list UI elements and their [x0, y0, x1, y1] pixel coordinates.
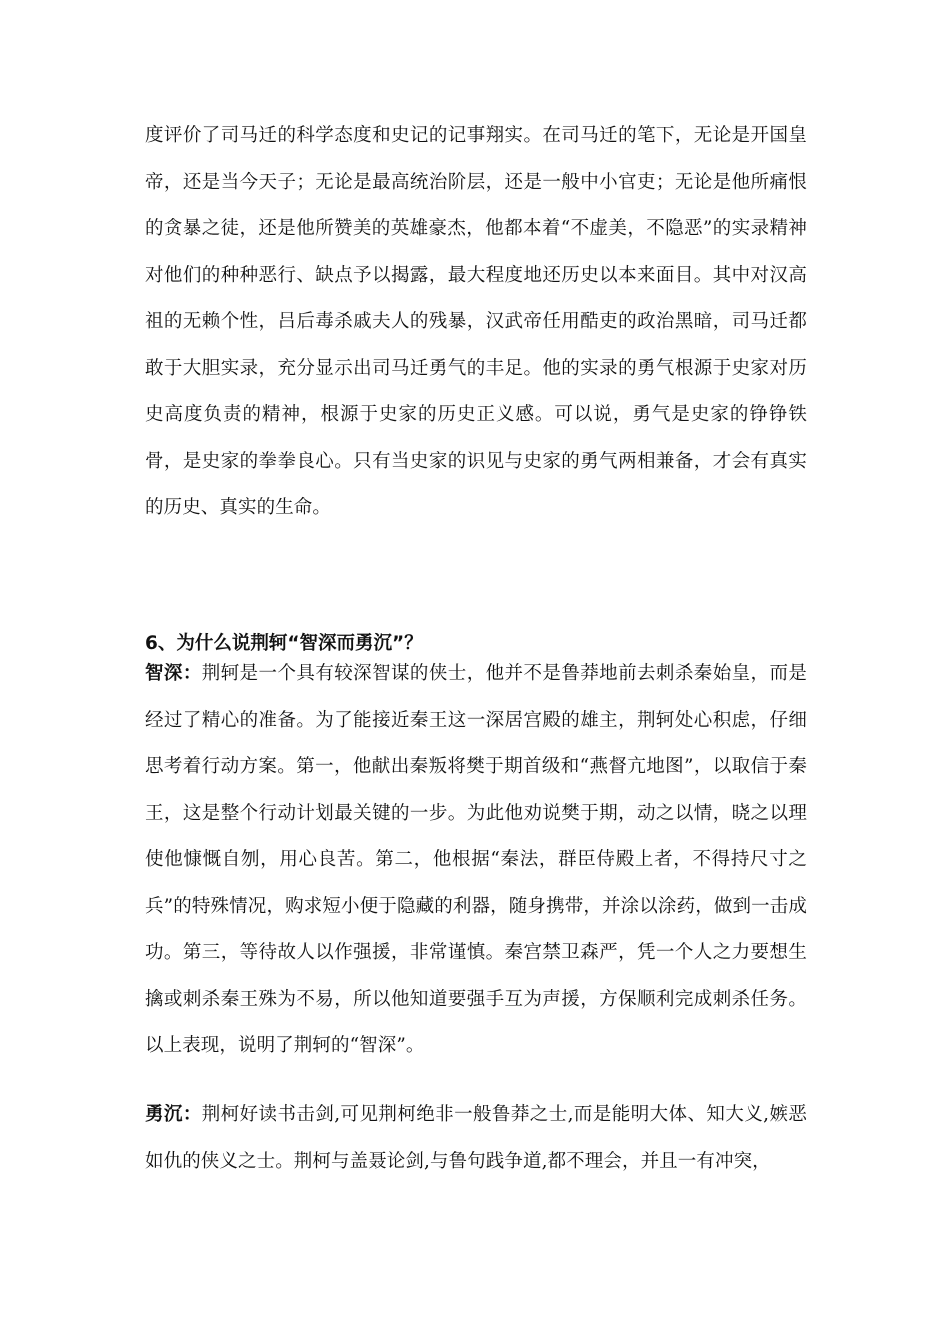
zhishen-label: 智深：: [145, 663, 202, 684]
yongchen-text: 荆柯好读书击剑,可见荆柯绝非一般鲁莽之士,而是能明大体、知大义,嫉恶如仇的侠义之士。荆柯与盖聂论剑,与鲁句践争道,都不理会，并且一有冲突，: [145, 1104, 807, 1172]
question-heading: 6、为什么说荆轲“智深而勇沉”？: [145, 633, 423, 654]
paragraph-zhishen: [145, 651, 807, 1070]
yongchen-label: 勇沉：: [145, 1104, 202, 1125]
zhishen-text: 荆轲是一个具有较深智谋的侠士，他并不是鲁莽地前去刺杀秦始皇，而是经过了精心的准备。为了能接近秦王这一深居宫殿的雄主，荆轲处心积虑，仔细思考着行动方案。第一，他献出秦叛将樊于期首级和“燕督亢地图”，以取信于秦王，这是整个行动计划最关键的一步。为此他劝说樊于期，动之以情，晓之以理使他慷慨自刎，用心良苦。第二，他根据“秦法，群臣侍殿上者，不得持尺寸之兵”的特殊情况，购求短小便于隐藏的利器，随身携带，并涂以涂药，做到一击成功。第三，等待故人以作强援，非常谨慎。秦宫禁卫森严，凭一个人之力要想生擒或刺杀秦王殊为不易，所以他知道要强手互为声援，方保顺利完成刺杀任务。以上表现，说明了荆轲的“智深”。: [145, 663, 807, 1056]
paragraph-yongchen: [145, 1092, 807, 1185]
paragraph-sima-qian-courage: 度评价了司马迁的科学态度和史记的记事翔实。在司马迁的笔下，无论是开国皇帝，还是当今天子；无论是最高统治阶层，还是一般中小官吏；无论是他所痛恨的贪暴之徒，还是他所赞美的英雄豪杰，他都本着“不虚美，不隐恶”的实录精神对他们的种种恶行、缺点予以揭露，最大程度地还历史以本来面目。其中对汉高祖的无赖个性，吕后毒杀戚夫人的残暴，汉武帝任用酷吏的政治黑暗，司马迁都敢于大胆实录，充分显示出司马迁勇气的丰足。他的实录的勇气根源于史家对历史高度负责的精神，根源于史家的历史正义感。可以说，勇气是史家的铮铮铁骨，是史家的拳拳良心。只有当史家的识见与史家的勇气两相兼备，才会有真实的历史、真实的生命。: [145, 125, 807, 518]
